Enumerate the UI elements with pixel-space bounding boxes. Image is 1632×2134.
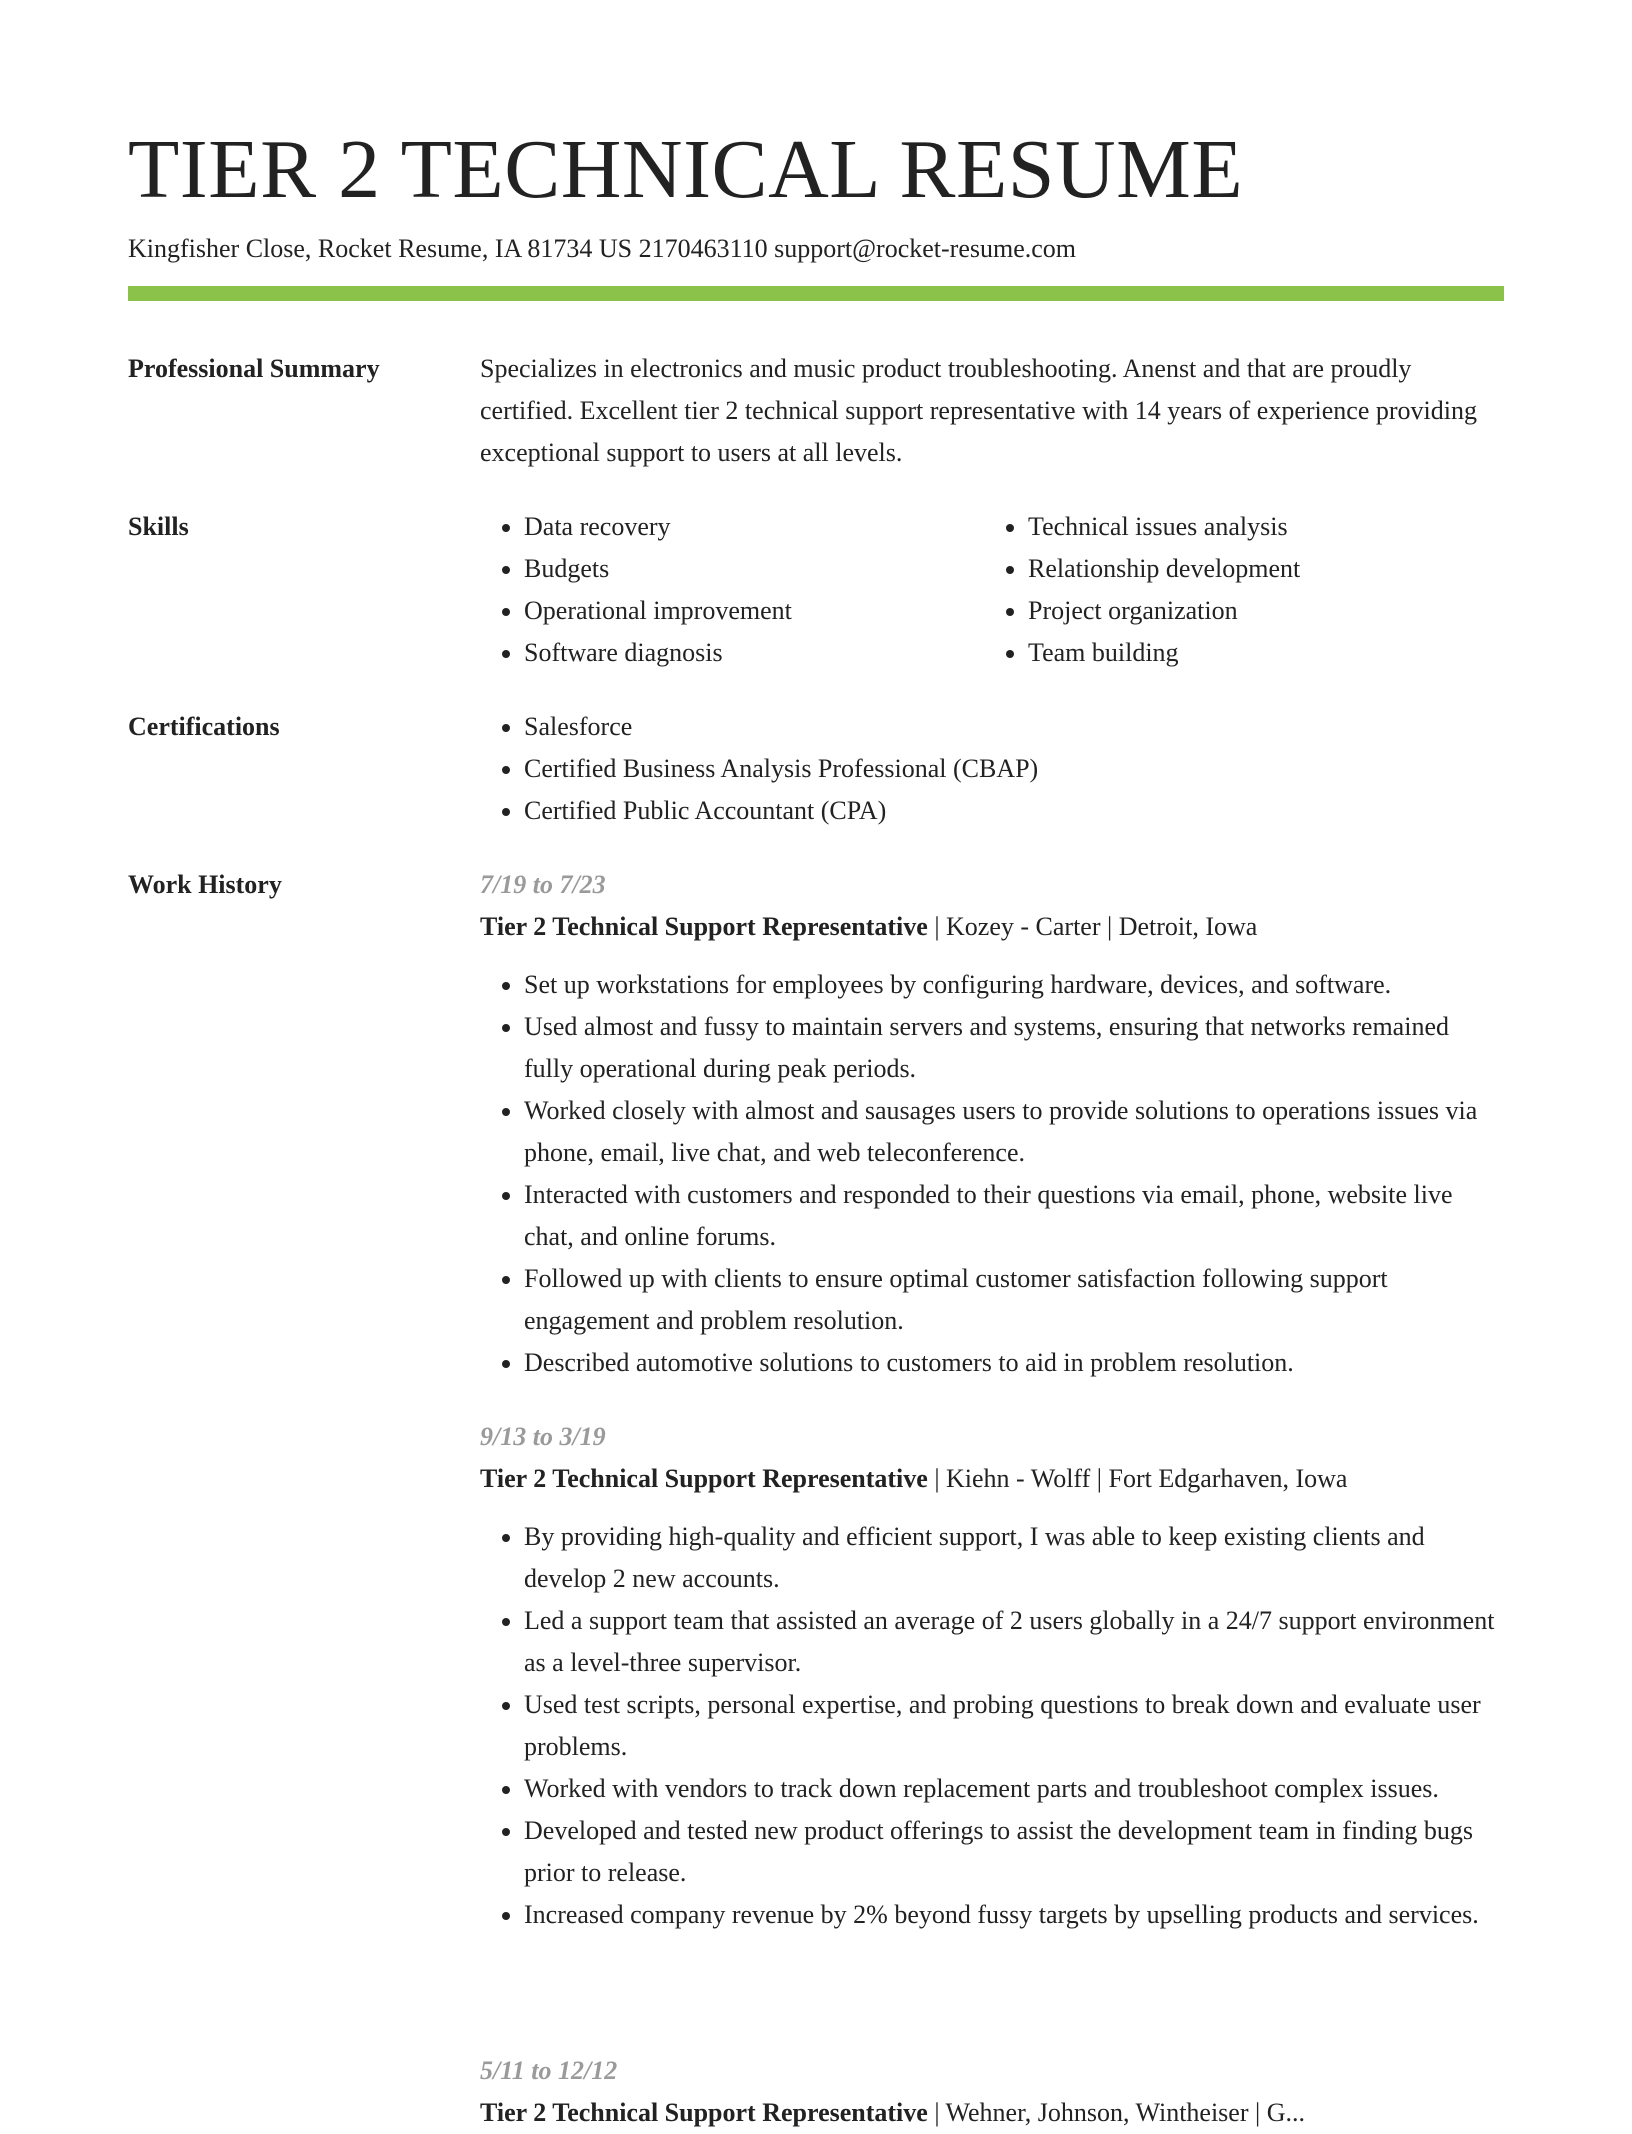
job-dates: 5/11 to 12/12 bbox=[480, 2056, 618, 2085]
job-bullet: • Used test scripts, personal expertise, and probing questions to break down and evaluate user problems. bbox=[524, 1684, 1504, 1768]
certifications-list bbox=[480, 706, 1504, 832]
work-history-label: Work History bbox=[128, 870, 282, 899]
certification-item: • Salesforce bbox=[524, 706, 1504, 748]
job-bullets bbox=[480, 964, 1504, 1384]
skill-item: • Technical issues analysis bbox=[1028, 506, 1488, 548]
job-details: | Kiehn - Wolff | Fort Edgarhaven, Iowa bbox=[927, 1464, 1348, 1493]
job-bullet: • By providing high-quality and efficient support, I was able to keep existing clients and develop 2 new accounts. bbox=[524, 1516, 1504, 1600]
certifications-label: Certifications bbox=[128, 712, 280, 741]
job-bullet: • Worked with vendors to track down replacement parts and troubleshoot complex issues. bbox=[524, 1768, 1504, 1810]
skills-label: Skills bbox=[128, 512, 189, 541]
skill-item: • Team building bbox=[1028, 632, 1488, 674]
job-entry bbox=[480, 864, 1504, 1384]
job-entry bbox=[480, 1416, 1504, 1936]
job-title: Tier 2 Technical Support Representative bbox=[480, 1464, 928, 1493]
summary-body bbox=[480, 348, 1504, 474]
skill-item: • Software diagnosis bbox=[524, 632, 984, 674]
skills-body bbox=[480, 506, 1504, 674]
job-bullet: • Worked closely with almost and sausages users to provide solutions to operations issues via phone, email, live chat, and web teleconference. bbox=[524, 1090, 1504, 1174]
job-entry bbox=[480, 2050, 1504, 2134]
job-heading bbox=[480, 2092, 1504, 2134]
job-bullet: • Developed and tested new product offerings to assist the development team in finding bugs prior to release. bbox=[524, 1810, 1504, 1894]
job-heading bbox=[480, 1458, 1504, 1500]
job-details: | Kozey - Carter | Detroit, Iowa bbox=[927, 912, 1258, 941]
certifications-body bbox=[480, 706, 1504, 832]
job-details: | Wehner, Johnson, Wintheiser | G... bbox=[927, 2098, 1305, 2127]
skill-item: • Budgets bbox=[524, 548, 984, 590]
skill-item: • Project organization bbox=[1028, 590, 1488, 632]
certification-item: • Certified Public Accountant (CPA) bbox=[524, 790, 1504, 832]
job-bullet: • Described automotive solutions to customers to aid in problem resolution. bbox=[524, 1342, 1504, 1384]
skill-item: • Relationship development bbox=[1028, 548, 1488, 590]
skill-item: • Data recovery bbox=[524, 506, 984, 548]
job-dates: 9/13 to 3/19 bbox=[480, 1422, 606, 1451]
job-bullet: • Increased company revenue by 2% beyond fussy targets by upselling products and services. bbox=[524, 1894, 1504, 1936]
job-bullet: • Followed up with clients to ensure optimal customer satisfaction following support engagement and problem resolution. bbox=[524, 1258, 1504, 1342]
job-bullets bbox=[480, 1516, 1504, 1936]
job-bullet: • Interacted with customers and responded to their questions via email, phone, website live chat, and online forums. bbox=[524, 1174, 1504, 1258]
summary-label: Professional Summary bbox=[128, 354, 380, 383]
job-title: Tier 2 Technical Support Representative bbox=[480, 2098, 928, 2127]
job-heading bbox=[480, 906, 1504, 948]
skills-right-list bbox=[984, 506, 1488, 674]
certification-item: • Certified Business Analysis Professional (CBAP) bbox=[524, 748, 1504, 790]
summary-text: Specializes in electronics and music product troubleshooting. Anenst and that are proudly certified. Excellent tier 2 technical support representative with 14 years of experience providing exceptional support to users at all levels. bbox=[480, 354, 1477, 467]
contact-line: Kingfisher Close, Rocket Resume, IA 81734 US 2170463110 support@rocket-resume.com bbox=[128, 234, 1077, 263]
resume-title: TIER 2 TECHNICAL RESUME bbox=[128, 123, 1244, 216]
skills-left-list bbox=[480, 506, 984, 674]
skill-item: • Operational improvement bbox=[524, 590, 984, 632]
job-bullet: • Set up workstations for employees by configuring hardware, devices, and software. bbox=[524, 964, 1504, 1006]
job-bullet: • Led a support team that assisted an average of 2 users globally in a 24/7 support environment as a level-three supervisor. bbox=[524, 1600, 1504, 1684]
header-divider bbox=[128, 286, 1504, 301]
job-dates: 7/19 to 7/23 bbox=[480, 870, 606, 899]
job-title: Tier 2 Technical Support Representative bbox=[480, 912, 928, 941]
job-bullet: • Used almost and fussy to maintain servers and systems, ensuring that networks remained fully operational during peak periods. bbox=[524, 1006, 1504, 1090]
